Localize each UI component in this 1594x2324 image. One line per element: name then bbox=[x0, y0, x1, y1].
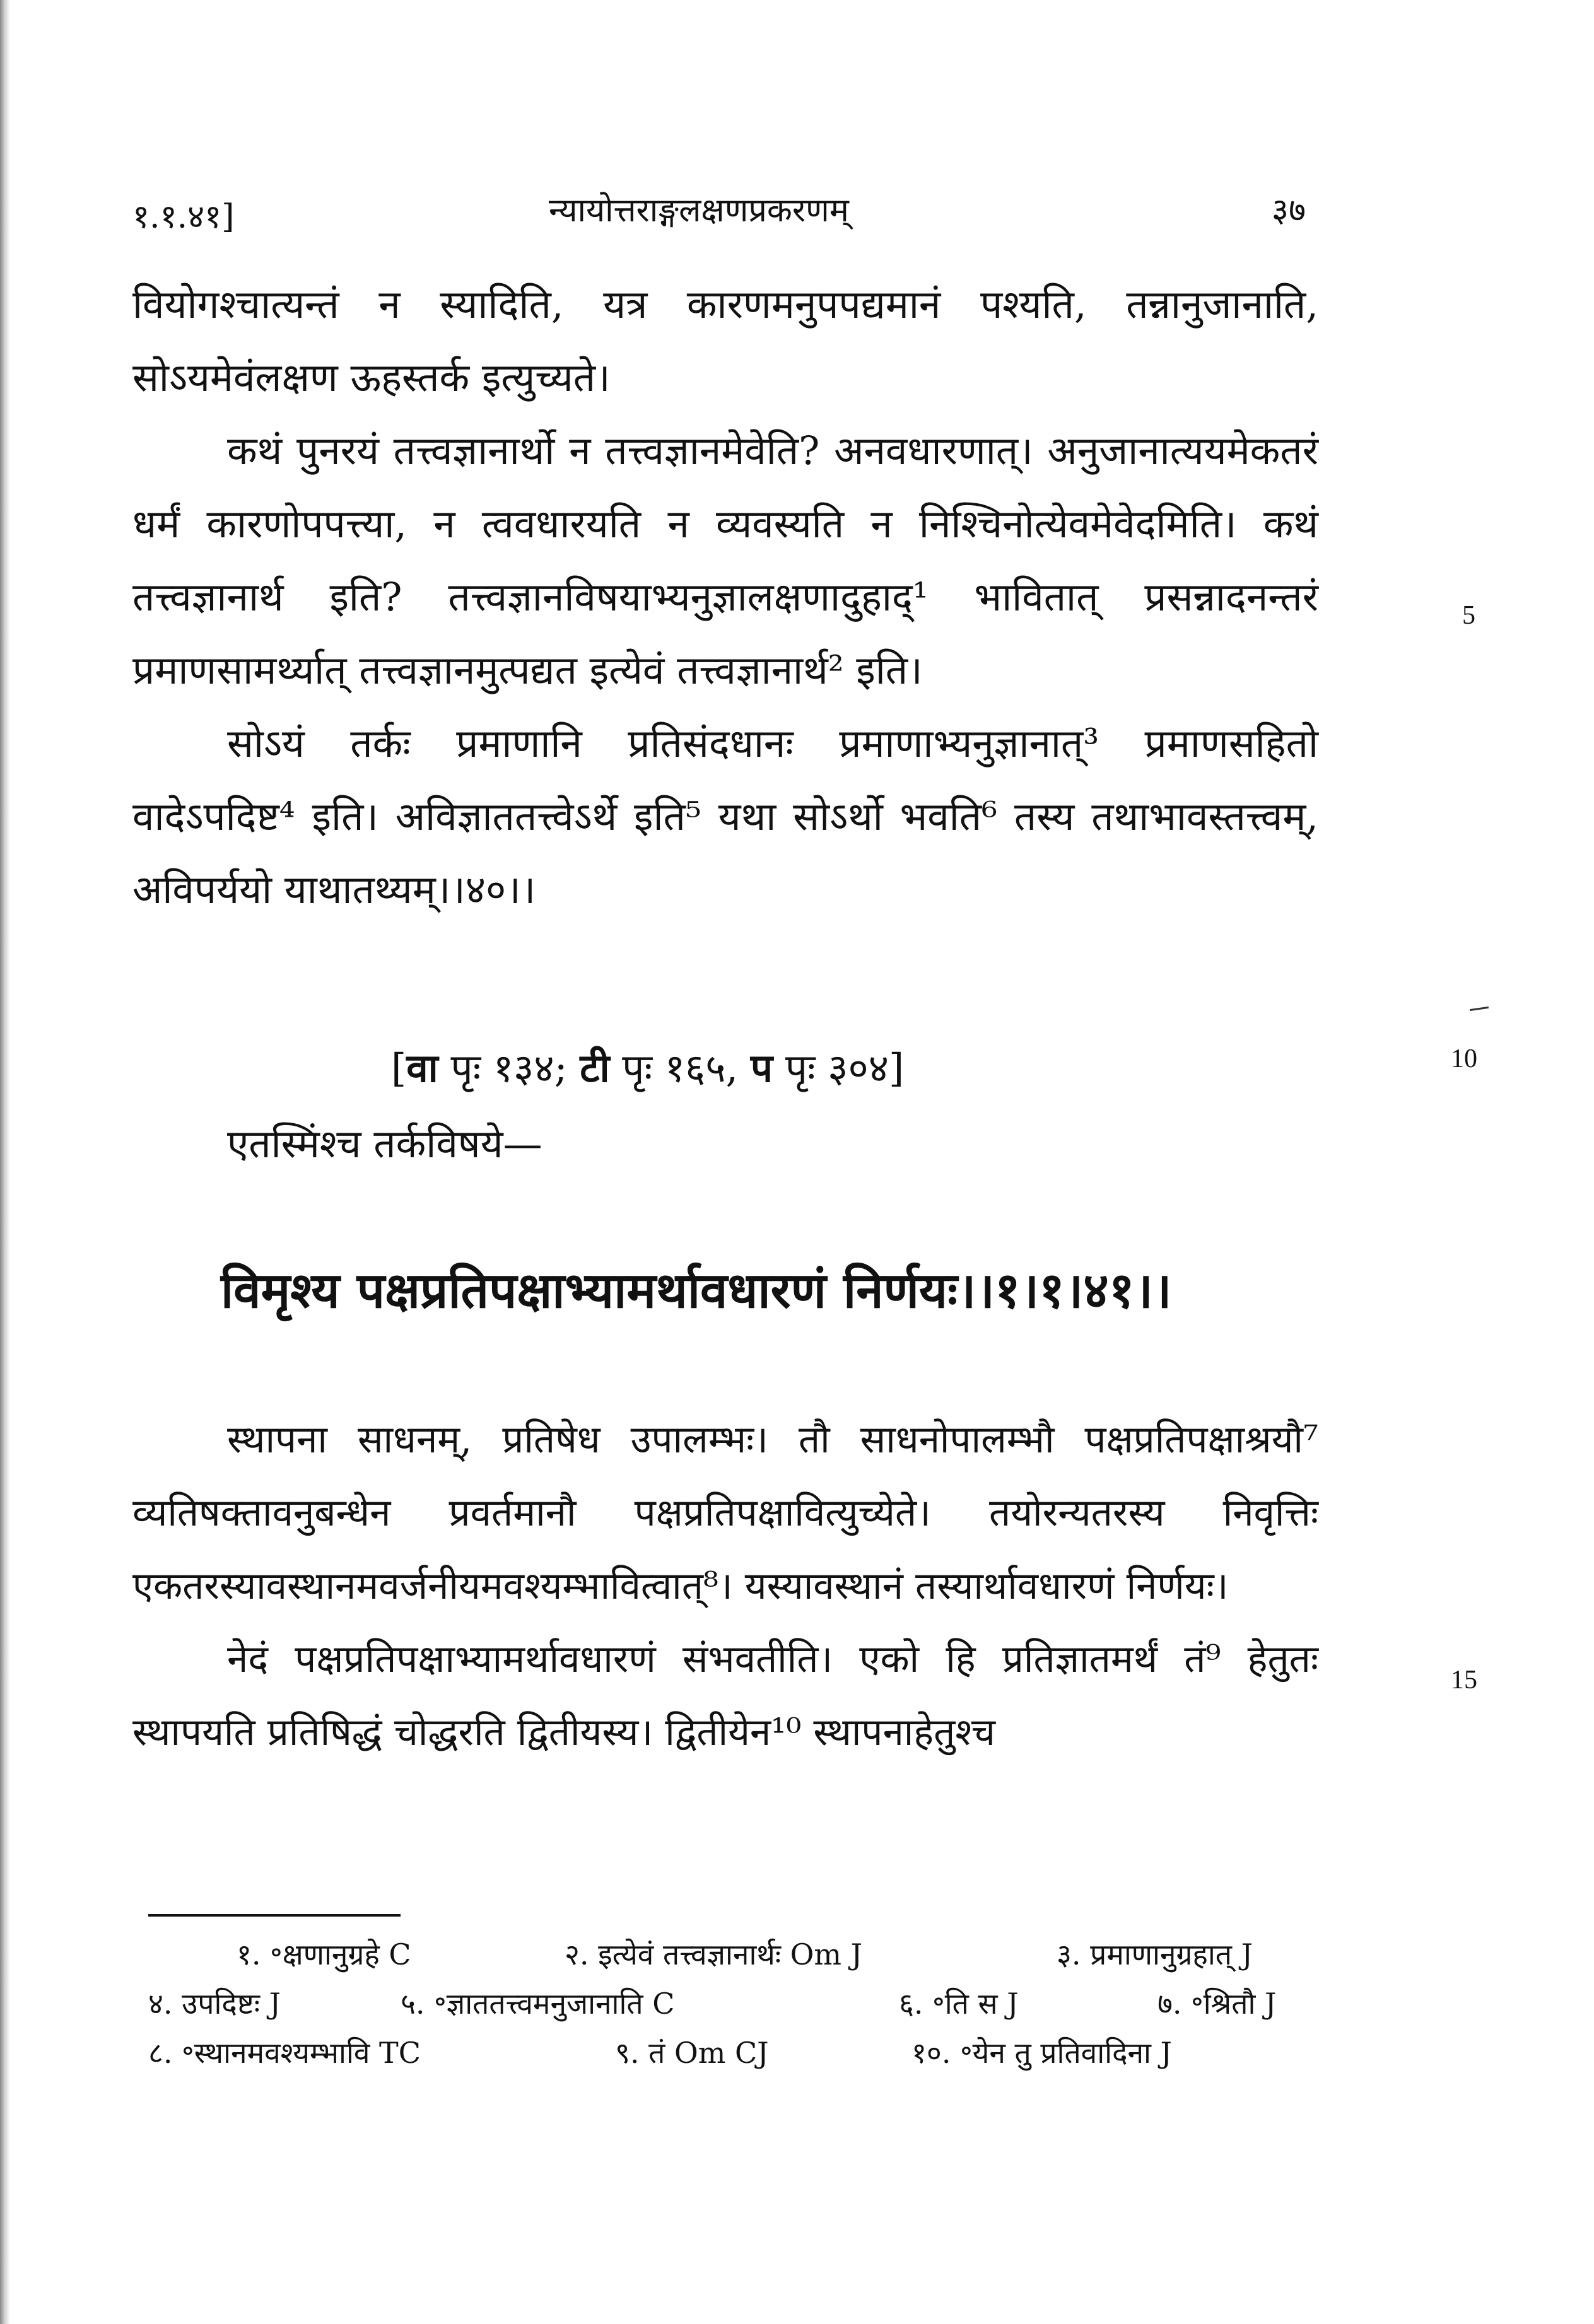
commentary-block-2 bbox=[132, 1403, 1318, 1769]
footnote: ७. ॰श्रितौ J bbox=[1157, 1987, 1277, 2021]
footnote: १. ॰क्षणानुग्रहे C bbox=[237, 1937, 411, 1971]
ref-pa-page: पृः ३०४ bbox=[785, 1045, 889, 1091]
footnote: २. इत्येवं तत्त्वज्ञानार्थः Om J bbox=[565, 1937, 863, 1971]
header-page-number: ३७ bbox=[1271, 192, 1306, 230]
ref-pa: प bbox=[750, 1045, 773, 1091]
paragraph: स्थापना साधनम्, प्रतिषेध उपालम्भः। तौ साधनोपालम्भौ पक्षप्रतिपक्षाश्रयौ⁷ व्यतिषक्तावनुबन्धेन प्रवर्तमानौ पक्षप्रतिपक्षावित्युच्येते। तयोरन्यतरस्य निवृत्तिः एकतरस्यावस्थानमवर्जनीयमवश्यम्भावित्वात्⁸। यस्यावस्थानं तस्यार्थावधारणं निर्णयः। bbox=[132, 1418, 1318, 1608]
paragraph: कथं पुनरयं तत्त्वज्ञानार्थो न तत्त्वज्ञानमेवेति? अनवधारणात्। अनुजानात्ययमेकतरं धर्मं कारणोपपत्त्या, न त्ववधारयति न व्यवस्यति न निश्चिनोत्येवमेवेदमिति। कथं तत्त्वज्ञानार्थ इति? तत्त्वज्ञानविषयाभ्यनुज्ञालक्षणादुहाद्¹ भावितात् प्रसन्नादनन्तरं प्रमाणसामर्थ्यात् तत्त्वज्ञानमुत्पद्यत इत्येवं तत्त्वज्ञानार्थ² इति। bbox=[132, 428, 1318, 693]
sutra-intro: एतस्मिंश्च तर्कविषये— bbox=[227, 1121, 542, 1167]
footnote: ६. ॰ति स J bbox=[899, 1987, 1019, 2021]
cross-reference bbox=[391, 1041, 904, 1094]
ref-ti: टी bbox=[580, 1045, 610, 1091]
running-header bbox=[132, 187, 1306, 243]
sutra-heading: विमृश्य पक्षप्रतिपक्षाभ्यामर्थावधारणं निर्णयः।।१।१।४१।। bbox=[221, 1262, 1172, 1319]
header-section-ref: १.१.४१] bbox=[132, 198, 235, 236]
line-number: 15 bbox=[1451, 1666, 1477, 1695]
ref-va: वा bbox=[406, 1045, 438, 1091]
page-edge-shadow bbox=[0, 0, 10, 2324]
footnote-rule bbox=[148, 1914, 401, 1917]
footnote: १०. ॰येन तु प्रतिवादिना J bbox=[911, 2036, 1172, 2070]
line-number: 10 bbox=[1451, 1044, 1477, 1073]
footnote-row bbox=[148, 1979, 1328, 2028]
paragraph: सोऽयं तर्कः प्रमाणानि प्रतिसंदधानः प्रमाणाभ्यनुज्ञानात्³ प्रमाणसहितो वादेऽपदिष्ट⁴ इति। अविज्ञाततत्त्वेऽर्थे इति⁵ यथा सोऽर्थो भवति⁶ तस्य तथाभावस्तत्त्वम्, अविपर्ययो याथातथ्यम्।।४०।। bbox=[132, 720, 1318, 913]
footnote-row bbox=[148, 1930, 1328, 1979]
bracket-close: ] bbox=[888, 1045, 905, 1091]
commentary-block-1 bbox=[132, 268, 1318, 926]
footnote: ९. तं Om CJ bbox=[615, 2036, 769, 2070]
paragraph: नेदं पक्षप्रतिपक्षाभ्यामर्थावधारणं संभवतीति। एको हि प्रतिज्ञातमर्थं तं⁹ हेतुतः स्थापयति प्रतिषिद्धं चोद्धरति द्वितीयस्य। द्वितीयेन¹⁰ स्थापनाहेतुश्च bbox=[132, 1637, 1318, 1755]
header-chapter-title: न्यायोत्तराङ्गलक्षणप्रकरणम् bbox=[549, 192, 849, 230]
line-number: 5 bbox=[1462, 601, 1475, 630]
footnotes bbox=[148, 1930, 1328, 2077]
bracket-open: [ bbox=[391, 1045, 407, 1091]
footnote-row bbox=[148, 2028, 1328, 2077]
ref-ti-page: पृः १६५, bbox=[622, 1045, 739, 1091]
ref-va-page: पृः १३४; bbox=[450, 1045, 568, 1091]
scan-mark bbox=[1470, 1007, 1489, 1011]
footnote: ४. उपदिष्टः J bbox=[148, 1987, 281, 2021]
footnote: ५. ॰ज्ञाततत्त्वमनुजानाति C bbox=[401, 1987, 675, 2021]
footnote: ८. ॰स्थानमवश्यम्भावि TC bbox=[148, 2036, 421, 2070]
footnote: ३. प्रमाणानुग्रहात् J bbox=[1057, 1937, 1253, 1971]
paragraph: वियोगश्चात्यन्तं न स्यादिति, यत्र कारणमनुपपद्यमानं पश्यति, तन्नानुजानाति, सोऽयमेवंलक्षण ऊहस्तर्क इत्युच्यते। bbox=[132, 281, 1318, 400]
